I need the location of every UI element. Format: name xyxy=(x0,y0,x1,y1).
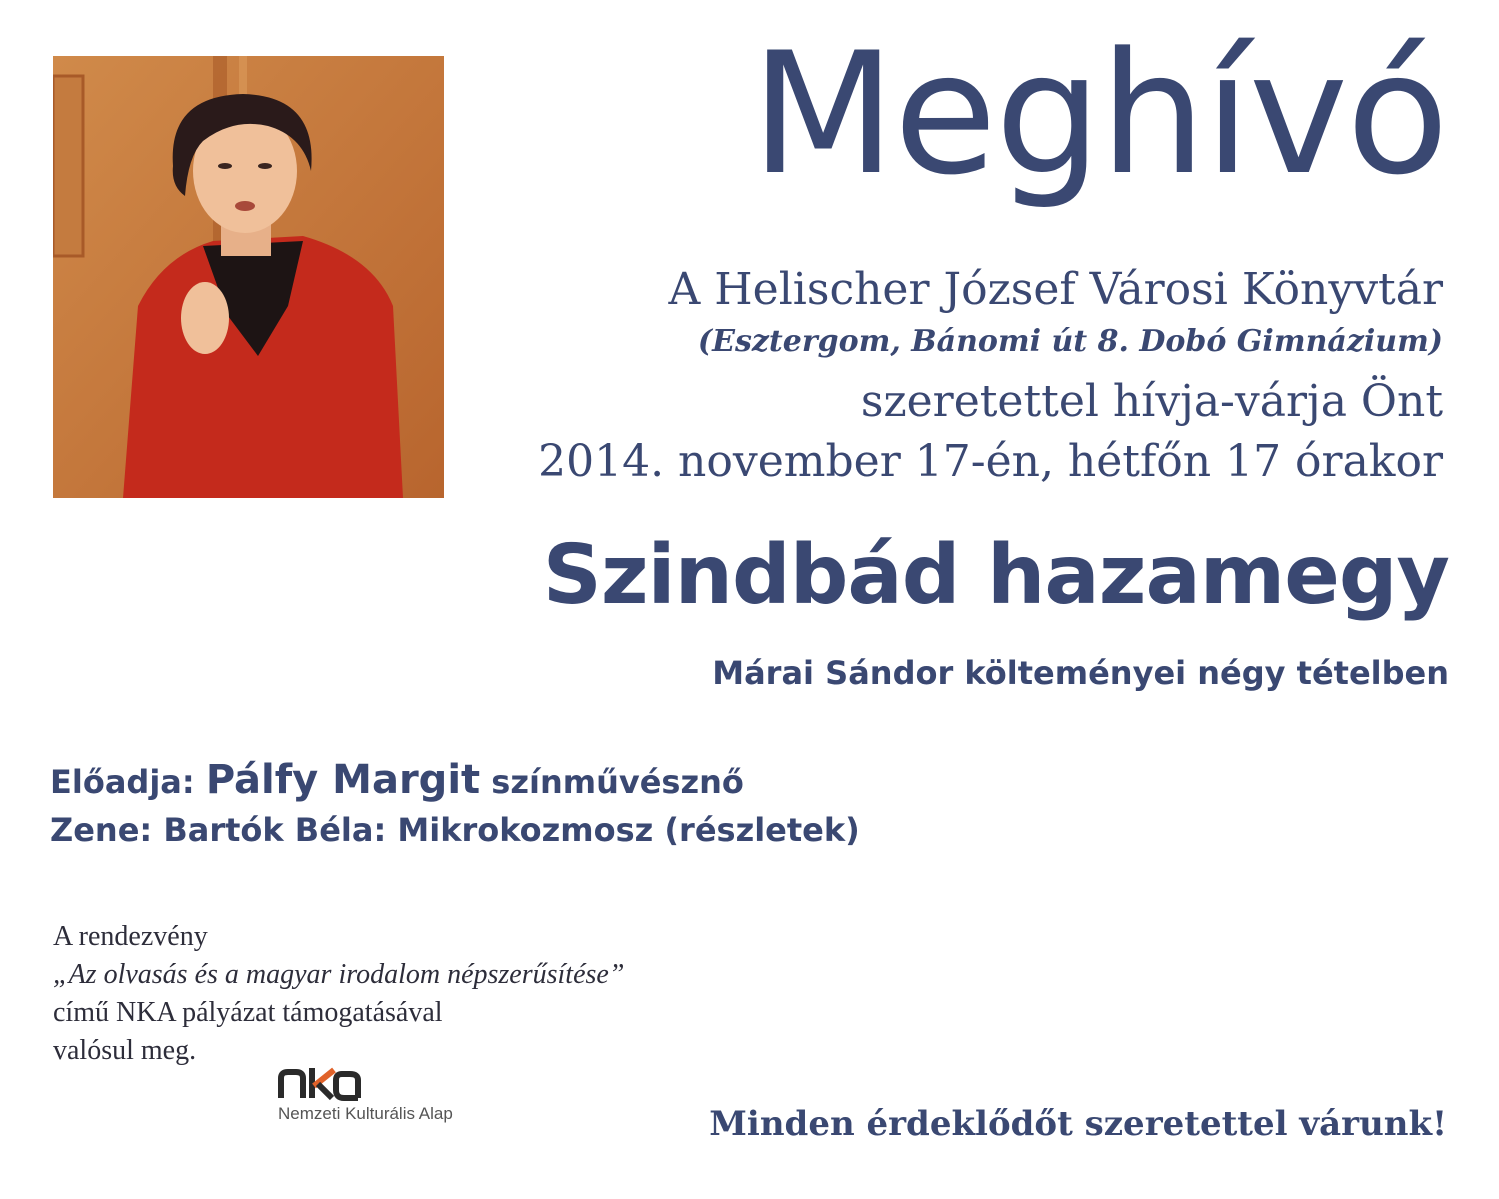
performer-photo xyxy=(53,56,444,498)
sponsor-line-3: című NKA pályázat támogatásával xyxy=(53,997,443,1028)
sponsor-line-1: A rendezvény xyxy=(53,921,208,952)
credits xyxy=(50,756,860,854)
event-subtitle: Márai Sándor költeményei négy tételben xyxy=(712,654,1449,692)
performer-line xyxy=(50,756,860,806)
invitation-title: Meghívó xyxy=(750,16,1447,212)
event-title: Szindbád hazamegy xyxy=(542,528,1449,623)
performer-label: Előadja: xyxy=(50,763,206,801)
nka-logo-block xyxy=(278,1066,453,1124)
library-address: (Esztergom, Bánomi út 8. Dobó Gimnázium) xyxy=(697,324,1443,359)
invite-line: szeretettel hívja-várja Önt xyxy=(860,376,1443,427)
nka-logo-icon xyxy=(278,1066,364,1102)
library-name: A Helischer József Városi Könyvtár xyxy=(668,264,1443,315)
performer-portrait-image xyxy=(53,56,444,498)
event-date: 2014. november 17-én, hétfőn 17 órakor xyxy=(538,436,1443,487)
sponsor-line-2: „Az olvasás és a magyar irodalom népszerűsítése” xyxy=(53,959,625,990)
closing-line: Minden érdeklődőt szeretettel várunk! xyxy=(709,1104,1447,1144)
nka-caption: Nemzeti Kulturális Alap xyxy=(278,1104,453,1123)
sponsor-line-4: valósul meg. xyxy=(53,1035,197,1066)
performer-name: Pálfy Margit xyxy=(205,757,481,803)
sponsor-note xyxy=(53,918,624,1070)
music-line: Zene: Bartók Béla: Mikrokozmosz (részletek) xyxy=(50,811,860,849)
performer-role: színművésznő xyxy=(480,763,744,801)
